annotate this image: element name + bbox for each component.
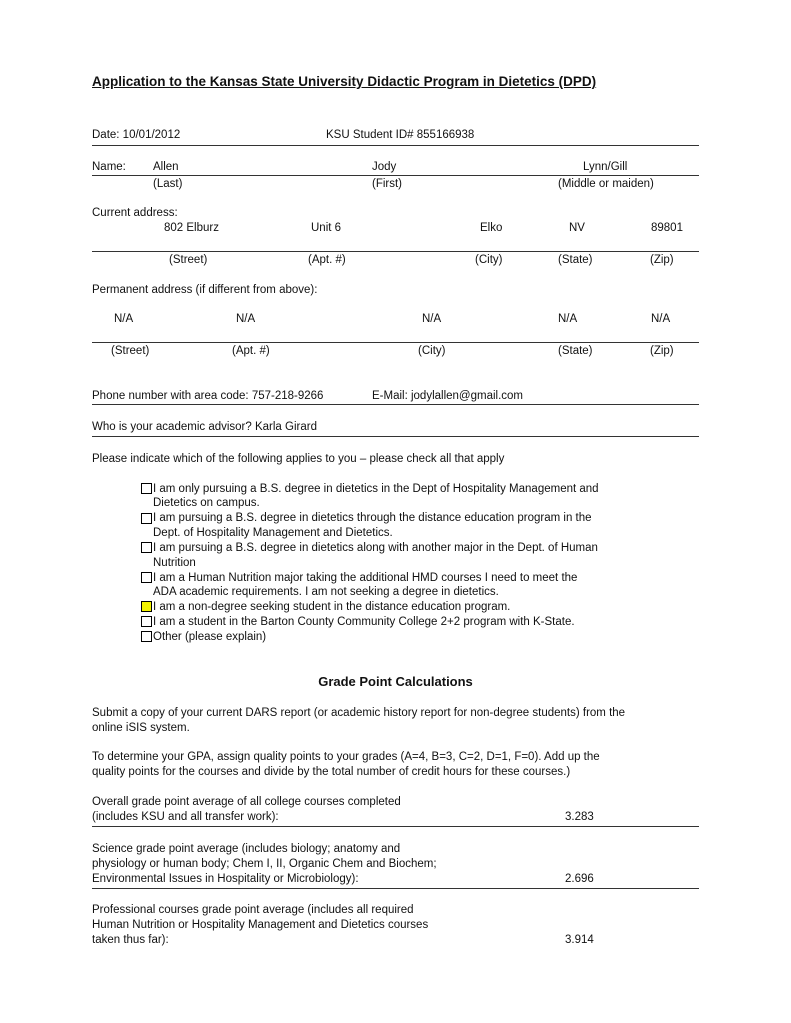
permanent-apt-value: N/A [236, 313, 256, 325]
permanent-state-value: N/A [558, 313, 578, 325]
email-field: E-Mail: jodylallen@gmail.com [372, 390, 523, 402]
gpa-instructions-cont: quality points for the courses and divide by the total number of credit hours for these courses.) [92, 766, 571, 778]
first-name-value: Jody [372, 161, 397, 173]
science-gpa-label-cont: physiology or human body; Chem I, II, Organic Chem and Biochem; [92, 858, 437, 870]
professional-gpa-label-cont2: taken thus far): [92, 934, 169, 946]
option-7-checkbox[interactable] [141, 631, 152, 642]
permanent-city-value: N/A [422, 313, 442, 325]
science-gpa-underline [92, 888, 699, 889]
middle-name-caption: (Middle or maiden) [558, 178, 654, 190]
gpa-instructions: To determine your GPA, assign quality points to your grades (A=4, B=3, C=2, D=1, F=0). Add up the [92, 751, 600, 763]
science-gpa-value: 2.696 [565, 873, 594, 885]
advisor-underline [92, 436, 699, 437]
option-5-checkbox-checked[interactable] [141, 601, 152, 612]
permanent-street-value: N/A [114, 313, 134, 325]
option-2-label-cont: Dept. of Hospitality Management and Dietetics. [153, 527, 393, 539]
current-apt-value: Unit 6 [311, 222, 342, 234]
current-city-value: Elko [480, 222, 503, 234]
dars-paragraph: Submit a copy of your current DARS report (or academic history report for non-degree students) from the [92, 707, 626, 719]
student-id-field: KSU Student ID# 855166938 [326, 129, 475, 141]
current-zip-caption: (Zip) [650, 254, 674, 266]
current-address-label: Current address: [92, 207, 178, 219]
science-gpa-label-cont2: Environmental Issues in Hospitality or Microbiology): [92, 873, 359, 885]
overall-gpa-label: Overall grade point average of all college courses completed [92, 796, 401, 808]
current-address-underline [92, 251, 699, 252]
option-4-checkbox[interactable] [141, 572, 152, 583]
option-3-checkbox[interactable] [141, 542, 152, 553]
overall-gpa-underline [92, 826, 699, 827]
name-underline [92, 175, 699, 176]
option-7-label: Other (please explain) [153, 631, 267, 643]
middle-name-value: Lynn/Gill [583, 161, 628, 173]
option-4-label-cont: ADA academic requirements. I am not seeking a degree in dietetics. [153, 586, 499, 598]
option-3-label-cont: Nutrition [153, 557, 196, 569]
current-street-caption: (Street) [169, 254, 208, 266]
current-apt-caption: (Apt. #) [308, 254, 346, 266]
permanent-zip-caption: (Zip) [650, 345, 674, 357]
current-street-value: 802 Elburz [164, 222, 219, 234]
permanent-address-underline [92, 342, 699, 343]
science-gpa-label: Science grade point average (includes biology; anatomy and [92, 843, 401, 855]
contact-underline [92, 404, 699, 405]
option-1-checkbox[interactable] [141, 483, 152, 494]
permanent-apt-caption: (Apt. #) [232, 345, 270, 357]
current-state-value: NV [569, 222, 585, 234]
permanent-city-caption: (City) [418, 345, 446, 357]
advisor-field: Who is your academic advisor? Karla Girard [92, 421, 317, 433]
overall-gpa-value: 3.283 [565, 811, 594, 823]
dars-paragraph-cont: online iSIS system. [92, 722, 190, 734]
overall-gpa-label-cont: (includes KSU and all transfer work): [92, 811, 279, 823]
current-city-caption: (City) [475, 254, 503, 266]
option-6-checkbox[interactable] [141, 616, 152, 627]
applies-prompt: Please indicate which of the following applies to you – please check all that apply [92, 453, 505, 465]
divider [92, 145, 699, 146]
option-1-label: I am only pursuing a B.S. degree in dietetics in the Dept of Hospitality Management and [153, 483, 599, 495]
professional-gpa-label: Professional courses grade point average (includes all required [92, 904, 414, 916]
professional-gpa-value: 3.914 [565, 934, 594, 946]
option-1-label-cont: Dietetics on campus. [153, 497, 260, 509]
page-title: Application to the Kansas State University Didactic Program in Dietetics (DPD) [92, 74, 597, 89]
current-state-caption: (State) [558, 254, 593, 266]
option-4-label: I am a Human Nutrition major taking the additional HMD courses I need to meet the [153, 572, 578, 584]
date-field: Date: 10/01/2012 [92, 129, 181, 141]
option-5-label: I am a non-degree seeking student in the distance education program. [153, 601, 511, 613]
option-2-checkbox[interactable] [141, 513, 152, 524]
current-zip-value: 89801 [651, 222, 683, 234]
option-6-label: I am a student in the Barton County Community College 2+2 program with K-State. [153, 616, 575, 628]
last-name-caption: (Last) [153, 178, 183, 190]
permanent-street-caption: (Street) [111, 345, 150, 357]
permanent-zip-value: N/A [651, 313, 671, 325]
option-3-label: I am pursuing a B.S. degree in dietetics along with another major in the Dept. of Human [153, 542, 598, 554]
first-name-caption: (First) [372, 178, 403, 190]
last-name-value: Allen [153, 161, 179, 173]
phone-field: Phone number with area code: 757-218-9266 [92, 390, 324, 402]
professional-gpa-label-cont: Human Nutrition or Hospitality Management and Dietetics courses [92, 919, 429, 931]
option-2-label: I am pursuing a B.S. degree in dietetics through the distance education program in the [153, 512, 592, 524]
permanent-state-caption: (State) [558, 345, 593, 357]
permanent-address-label: Permanent address (if different from above): [92, 284, 318, 296]
gpa-heading: Grade Point Calculations [318, 674, 473, 689]
name-label: Name: [92, 161, 126, 173]
